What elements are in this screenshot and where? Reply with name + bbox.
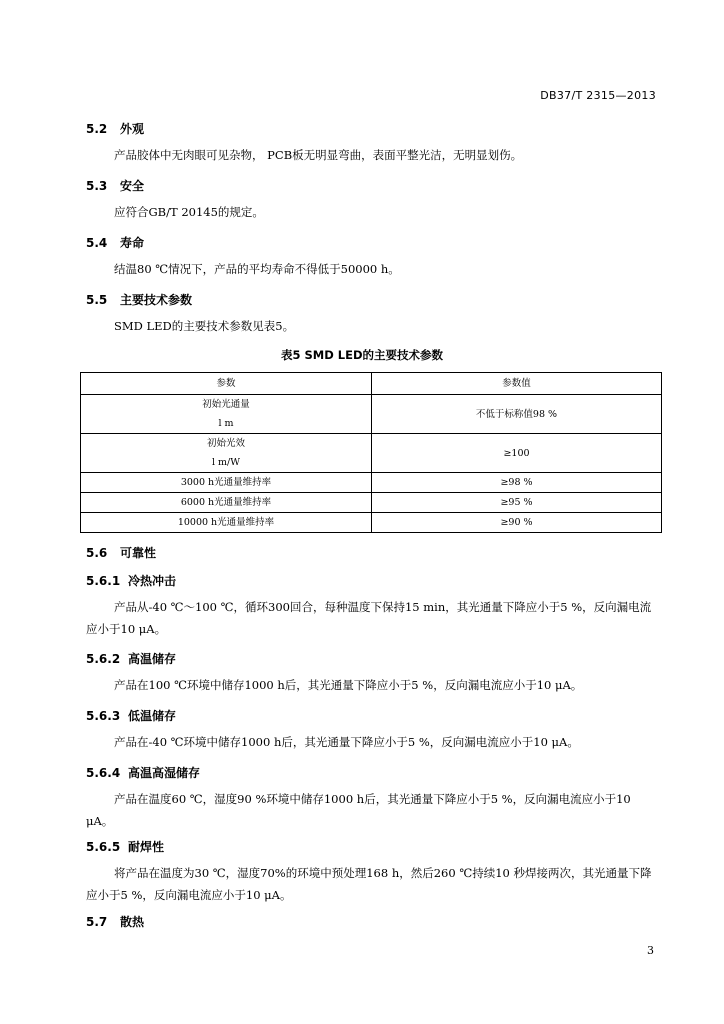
section-paragraph: 结温80 ℃情况下，产品的平均寿命不得低于50000 h。 [114,262,400,276]
page-number: 3 [647,944,654,957]
section-heading [86,572,176,589]
section-paragraph: 产品在温度60 ℃，湿度90 %环境中储存1000 h后，其光通量下降应小于5 %，反向漏电流应小于10 μA。 [86,792,631,828]
section-number: 5.7 [86,915,108,929]
table-header-row [81,373,662,395]
section-heading [86,913,144,930]
spec-table [80,372,662,533]
section-paragraph: 应符合GB/T 20145的规定。 [114,205,264,219]
param-name: 初始光效 [206,438,245,449]
section-title: 主要技术参数 [120,293,193,307]
section-number: 5.6.1 [86,574,121,588]
param-name: 初始光通量 [202,399,250,410]
section-title: 散热 [120,915,145,929]
section-heading [86,707,176,724]
value-cell: ≥95 % [372,493,662,513]
section-title: 高温高湿储存 [128,766,201,780]
param-cell: 6000 h光通量维持率 [81,493,372,513]
section-heading [86,177,144,194]
section-number: 5.6 [86,546,108,560]
section-heading [86,838,164,855]
section-title: 寿命 [120,236,145,250]
param-cell: 3000 h光通量维持率 [81,473,372,493]
param-cell: 10000 h光通量维持率 [81,513,372,533]
section-number: 5.6.5 [86,840,121,854]
section-heading [86,291,192,308]
param-cell [81,434,372,473]
table-header-cell: 参数 [81,373,372,395]
section-number: 5.5 [86,293,108,307]
value-cell: ≥90 % [372,513,662,533]
table-header-cell: 参数值 [372,373,662,395]
table-row [81,493,662,513]
table-caption: 表5 SMD LED的主要技术参数 [280,348,443,362]
value-cell: ≥98 % [372,473,662,493]
section-title: 冷热冲击 [128,574,177,588]
table-row [81,513,662,533]
value-cell: ≥100 [372,434,662,473]
section-number: 5.2 [86,122,108,136]
section-number: 5.3 [86,179,108,193]
standard-number: DB37/T 2315—2013 [540,89,656,102]
section-paragraph: SMD LED的主要技术参数见表5。 [114,319,295,333]
table-row [81,473,662,493]
section-paragraph: 产品从-40 ℃～100 ℃，循环300回合，每种温度下保持15 min，其光通量下降应小于5 %，反向漏电流应小于10 μA。 [86,600,652,636]
section-paragraph: 产品在-40 ℃环境中储存1000 h后，其光通量下降应小于5 %，反向漏电流应小于10 μA。 [114,735,579,749]
section-heading [86,234,144,251]
section-paragraph: 产品胶体中无肉眼可见杂物， PCB板无明显弯曲，表面平整光洁，无明显划伤。 [114,148,523,162]
param-unit: l m/W [211,457,241,468]
section-paragraph: 将产品在温度为30 ℃，湿度70%的环境中预处理168 h，然后260 ℃持续10 秒焊接两次，其光通量下降应小于5 %，反向漏电流应小于10 μA。 [86,866,652,902]
section-heading [86,764,200,781]
section-heading [86,544,156,561]
section-title: 高温储存 [128,652,177,666]
section-title: 外观 [120,122,145,136]
section-heading [86,120,144,137]
param-cell [81,395,372,434]
section-number: 5.6.2 [86,652,121,666]
section-number: 5.6.4 [86,766,121,780]
section-title: 可靠性 [120,546,157,560]
section-title: 安全 [120,179,145,193]
section-heading [86,650,176,667]
section-paragraph: 产品在100 ℃环境中储存1000 h后，其光通量下降应小于5 %，反向漏电流应小于10 μA。 [114,678,583,692]
table-row [81,395,662,434]
param-unit: l m [218,418,234,429]
value-cell: 不低于标称值98 % [372,395,662,434]
section-number: 5.4 [86,236,108,250]
section-number: 5.6.3 [86,709,121,723]
section-title: 耐焊性 [128,840,165,854]
table-row [81,434,662,473]
section-title: 低温储存 [128,709,177,723]
